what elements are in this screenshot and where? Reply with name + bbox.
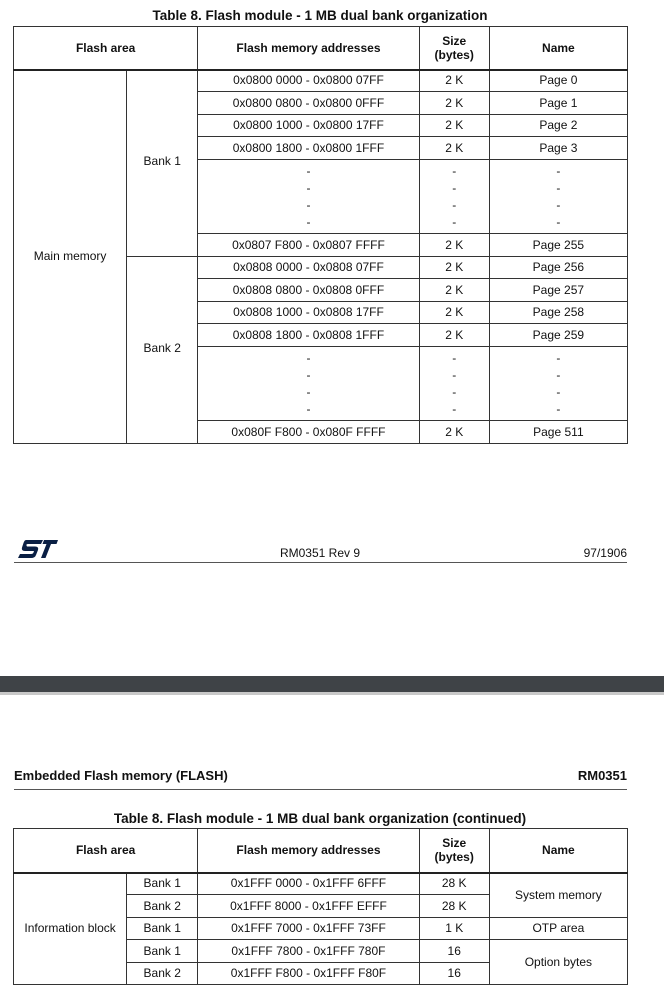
bank-cell: Bank 2 bbox=[127, 963, 198, 985]
address-cell: 0x1FFF 7800 - 0x1FFF 780F bbox=[198, 940, 419, 963]
dash: - bbox=[306, 401, 311, 416]
size-cell: 2 K bbox=[419, 324, 489, 347]
bank2-label-text: Bank 2 bbox=[143, 340, 181, 355]
footer-page-number: 97/1906 bbox=[583, 546, 627, 560]
address-cell: 0x0808 0000 - 0x0808 07FF bbox=[198, 257, 419, 279]
size-cell: 2 K bbox=[419, 234, 489, 257]
size-cell: 2 K bbox=[419, 421, 489, 444]
footer-doc-ref: RM0351 Rev 9 bbox=[279, 546, 361, 560]
name-cell: Page 257 bbox=[489, 279, 627, 302]
footer-rule bbox=[14, 562, 627, 563]
dash: - bbox=[452, 401, 457, 416]
bank-cell: Bank 1 bbox=[127, 873, 198, 895]
address-cell: 0x0808 0800 - 0x0808 0FFF bbox=[198, 279, 419, 302]
header-name: Name bbox=[489, 829, 627, 873]
header-size bbox=[419, 27, 489, 70]
address-cell: 0x1FFF 7000 - 0x1FFF 73FF bbox=[198, 918, 419, 940]
dash: - bbox=[306, 214, 311, 229]
table-caption: Table 8. Flash module - 1 MB dual bank organization bbox=[152, 8, 488, 23]
header-flash-area: Flash area bbox=[14, 829, 198, 873]
address-cell: 0x1FFF F800 - 0x1FFF F80F bbox=[198, 963, 419, 985]
dash: - bbox=[452, 367, 457, 382]
name-option-bytes: Option bytes bbox=[489, 940, 627, 985]
dash: - bbox=[452, 163, 457, 178]
size-cell: 1 K bbox=[419, 918, 489, 940]
bank1-label bbox=[127, 70, 198, 257]
dash: - bbox=[452, 197, 457, 212]
table-caption-continued: Table 8. Flash module - 1 MB dual bank organization (continued) bbox=[113, 811, 527, 826]
name-system-memory: System memory bbox=[489, 873, 627, 918]
bank1-label-text: Bank 1 bbox=[143, 153, 181, 168]
dash: - bbox=[556, 350, 561, 365]
address-cell: 0x0808 1000 - 0x0808 17FF bbox=[198, 302, 419, 324]
address-cell: 0x0808 1800 - 0x0808 1FFF bbox=[198, 324, 419, 347]
dash: - bbox=[306, 367, 311, 382]
name-otp-area: OTP area bbox=[489, 918, 627, 940]
dash: - bbox=[452, 350, 457, 365]
name-cell: Page 2 bbox=[489, 115, 627, 137]
name-cell: Page 3 bbox=[489, 137, 627, 160]
dash: - bbox=[452, 180, 457, 195]
address-cell: 0x1FFF 0000 - 0x1FFF 6FFF bbox=[198, 873, 419, 895]
address-cell: 0x1FFF 8000 - 0x1FFF EFFF bbox=[198, 895, 419, 918]
size-cell: 2 K bbox=[419, 257, 489, 279]
address-cell: 0x0800 0000 - 0x0800 07FF bbox=[198, 70, 419, 92]
ellipsis-cell bbox=[419, 347, 489, 421]
name-cell: Page 258 bbox=[489, 302, 627, 324]
dash: - bbox=[452, 384, 457, 399]
name-cell: Page 259 bbox=[489, 324, 627, 347]
address-cell: 0x0800 0800 - 0x0800 0FFF bbox=[198, 92, 419, 115]
bank2-label bbox=[127, 257, 198, 444]
ellipsis-cell bbox=[198, 347, 419, 421]
running-header-title: Embedded Flash memory (FLASH) bbox=[14, 768, 228, 783]
dash: - bbox=[306, 180, 311, 195]
dash: - bbox=[556, 197, 561, 212]
ellipsis-cell bbox=[489, 160, 627, 234]
header-size-text: Size (bytes) bbox=[434, 836, 474, 865]
ellipsis-cell bbox=[489, 347, 627, 421]
name-cell: Page 256 bbox=[489, 257, 627, 279]
dash: - bbox=[306, 163, 311, 178]
header-size-text: Size (bytes) bbox=[434, 33, 474, 62]
bank-cell: Bank 1 bbox=[127, 918, 198, 940]
dash: - bbox=[306, 384, 311, 399]
name-cell: Page 255 bbox=[489, 234, 627, 257]
name-cell: Page 511 bbox=[489, 421, 627, 444]
header-rule bbox=[14, 789, 627, 790]
size-cell: 28 K bbox=[419, 873, 489, 895]
name-cell: Page 1 bbox=[489, 92, 627, 115]
page-separator bbox=[0, 676, 664, 692]
size-cell: 16 bbox=[419, 940, 489, 963]
size-cell: 2 K bbox=[419, 137, 489, 160]
dash: - bbox=[556, 384, 561, 399]
ellipsis-cell bbox=[198, 160, 419, 234]
dash: - bbox=[556, 367, 561, 382]
dash: - bbox=[452, 214, 457, 229]
information-block-label: Information block bbox=[14, 873, 127, 985]
running-header-doc: RM0351 bbox=[577, 768, 627, 783]
main-memory-label: Main memory bbox=[14, 70, 127, 444]
flash-table-main bbox=[13, 26, 628, 444]
size-cell: 2 K bbox=[419, 70, 489, 92]
address-cell: 0x0800 1000 - 0x0800 17FF bbox=[198, 115, 419, 137]
size-cell: 16 bbox=[419, 963, 489, 985]
dash: - bbox=[306, 197, 311, 212]
dash: - bbox=[556, 163, 561, 178]
dash: - bbox=[556, 214, 561, 229]
name-cell: Page 0 bbox=[489, 70, 627, 92]
flash-table-info bbox=[13, 828, 628, 985]
size-cell: 2 K bbox=[419, 302, 489, 324]
address-cell: 0x080F F800 - 0x080F FFFF bbox=[198, 421, 419, 444]
header-name: Name bbox=[489, 27, 627, 70]
header-addresses: Flash memory addresses bbox=[198, 829, 419, 873]
bank-cell: Bank 1 bbox=[127, 940, 198, 963]
address-cell: 0x0800 1800 - 0x0800 1FFF bbox=[198, 137, 419, 160]
size-cell: 2 K bbox=[419, 92, 489, 115]
dash: - bbox=[556, 180, 561, 195]
size-cell: 2 K bbox=[419, 115, 489, 137]
size-cell: 28 K bbox=[419, 895, 489, 918]
bank-cell: Bank 2 bbox=[127, 895, 198, 918]
header-size bbox=[419, 829, 489, 873]
ellipsis-cell bbox=[419, 160, 489, 234]
page-separator-shadow bbox=[0, 692, 664, 695]
header-addresses: Flash memory addresses bbox=[198, 27, 419, 70]
dash: - bbox=[306, 350, 311, 365]
dash: - bbox=[556, 401, 561, 416]
header-flash-area: Flash area bbox=[14, 27, 198, 70]
address-cell: 0x0807 F800 - 0x0807 FFFF bbox=[198, 234, 419, 257]
size-cell: 2 K bbox=[419, 279, 489, 302]
